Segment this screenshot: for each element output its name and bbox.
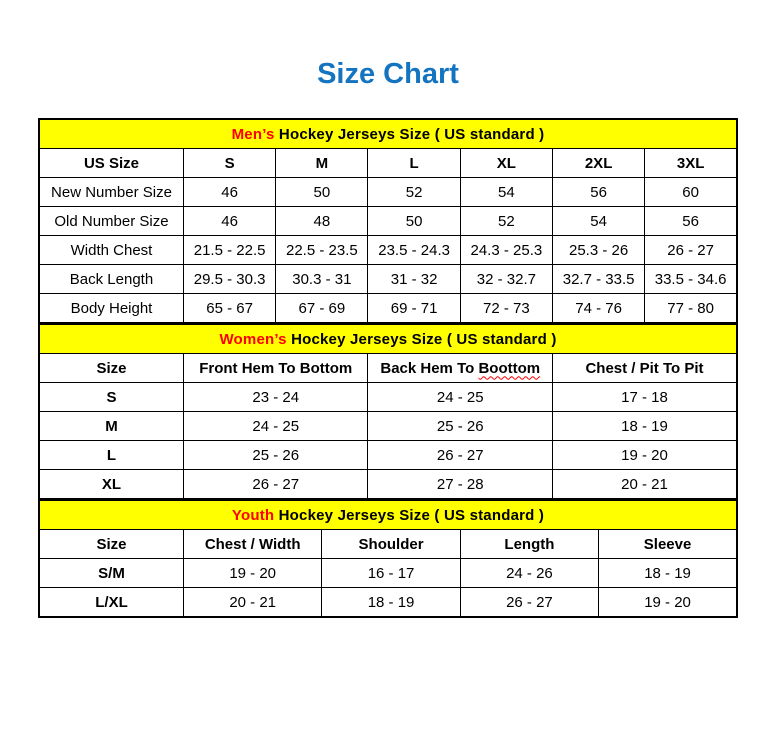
womens-column-header-text: Back Hem To: [380, 359, 479, 377]
table-cell: 72 - 73: [460, 294, 552, 324]
mens-column-header: 3XL: [645, 149, 737, 178]
row-label: Width Chest: [39, 236, 183, 265]
table-cell: 19 - 20: [552, 441, 737, 470]
table-cell: 50: [368, 207, 460, 236]
table-cell: 26 - 27: [368, 441, 553, 470]
womens-column-header: Size: [39, 354, 183, 383]
table-cell: 52: [368, 178, 460, 207]
mens-column-header: L: [368, 149, 460, 178]
table-cell: 31 - 32: [368, 265, 460, 294]
table-cell: 26 - 27: [460, 588, 598, 618]
table-cell: 23.5 - 24.3: [368, 236, 460, 265]
mens-column-header: S: [183, 149, 275, 178]
youth-section-title-text: Hockey Jerseys Size ( US standard ): [274, 506, 545, 524]
table-cell: 33.5 - 34.6: [645, 265, 737, 294]
youth-column-header: Size: [39, 530, 183, 559]
mens-size-table: [38, 118, 738, 324]
youth-section-band-row: [39, 500, 737, 530]
table-cell: 67 - 69: [276, 294, 368, 324]
size-tables-container: [38, 118, 738, 618]
youth-column-header: Shoulder: [322, 530, 460, 559]
table-cell: 54: [552, 207, 644, 236]
table-cell: 27 - 28: [368, 470, 553, 500]
page-title: Size Chart: [317, 58, 459, 90]
table-cell: 24 - 25: [183, 412, 368, 441]
womens-header-row: [39, 354, 737, 383]
table-cell: 19 - 20: [599, 588, 737, 618]
table-row: [39, 178, 737, 207]
table-cell: 77 - 80: [645, 294, 737, 324]
row-label: L: [39, 441, 183, 470]
womens-section-title: [39, 324, 737, 354]
youth-column-header: Length: [460, 530, 598, 559]
table-row: [39, 441, 737, 470]
table-cell: 46: [183, 207, 275, 236]
table-cell: 17 - 18: [552, 383, 737, 412]
womens-column-header: Front Hem To Bottom: [183, 354, 368, 383]
table-cell: 16 - 17: [322, 559, 460, 588]
table-cell: 32.7 - 33.5: [552, 265, 644, 294]
table-cell: 65 - 67: [183, 294, 275, 324]
size-chart-page: [0, 58, 776, 750]
table-cell: 25 - 26: [368, 412, 553, 441]
table-cell: 18 - 19: [599, 559, 737, 588]
row-label: XL: [39, 470, 183, 500]
table-cell: 20 - 21: [183, 588, 321, 618]
table-cell: 56: [645, 207, 737, 236]
table-row: [39, 236, 737, 265]
womens-section-title-highlight: Women’s: [219, 330, 287, 348]
youth-section-title-highlight: Youth: [231, 506, 275, 524]
womens-section-band-row: [39, 324, 737, 354]
youth-header-row: [39, 530, 737, 559]
table-cell: 24 - 26: [460, 559, 598, 588]
table-cell: 24 - 25: [368, 383, 553, 412]
row-label: S: [39, 383, 183, 412]
row-label: Old Number Size: [39, 207, 183, 236]
mens-column-header: 2XL: [552, 149, 644, 178]
womens-size-table: [38, 323, 738, 500]
row-label: Back Length: [39, 265, 183, 294]
table-cell: 26 - 27: [183, 470, 368, 500]
row-label: L/XL: [39, 588, 183, 618]
table-row: [39, 470, 737, 500]
table-cell: 18 - 19: [322, 588, 460, 618]
mens-section-title: [39, 119, 737, 149]
table-row: [39, 294, 737, 324]
table-cell: 29.5 - 30.3: [183, 265, 275, 294]
table-cell: 69 - 71: [368, 294, 460, 324]
table-cell: 60: [645, 178, 737, 207]
table-cell: 52: [460, 207, 552, 236]
table-cell: 25 - 26: [183, 441, 368, 470]
youth-column-header: Chest / Width: [183, 530, 321, 559]
mens-section-title-text: Hockey Jerseys Size ( US standard ): [274, 125, 545, 143]
womens-section-title-text: Hockey Jerseys Size ( US standard ): [286, 330, 557, 348]
table-row: [39, 207, 737, 236]
misspelled-word: Boottom: [478, 359, 541, 377]
womens-column-header: Chest / Pit To Pit: [552, 354, 737, 383]
table-cell: 24.3 - 25.3: [460, 236, 552, 265]
table-row: [39, 412, 737, 441]
mens-column-header: XL: [460, 149, 552, 178]
table-cell: 21.5 - 22.5: [183, 236, 275, 265]
youth-size-table: [38, 499, 738, 618]
table-cell: 48: [276, 207, 368, 236]
table-cell: 54: [460, 178, 552, 207]
row-label: M: [39, 412, 183, 441]
table-row: [39, 265, 737, 294]
table-cell: 20 - 21: [552, 470, 737, 500]
table-cell: 30.3 - 31: [276, 265, 368, 294]
row-label: Body Height: [39, 294, 183, 324]
row-label: S/M: [39, 559, 183, 588]
table-row: [39, 383, 737, 412]
table-row: [39, 588, 737, 618]
table-cell: 32 - 32.7: [460, 265, 552, 294]
row-label: New Number Size: [39, 178, 183, 207]
mens-column-header: US Size: [39, 149, 183, 178]
table-cell: 23 - 24: [183, 383, 368, 412]
table-cell: 46: [183, 178, 275, 207]
table-cell: 22.5 - 23.5: [276, 236, 368, 265]
youth-column-header: Sleeve: [599, 530, 737, 559]
mens-section-title-highlight: Men’s: [231, 125, 275, 143]
mens-header-row: [39, 149, 737, 178]
mens-section-band-row: [39, 119, 737, 149]
table-cell: 25.3 - 26: [552, 236, 644, 265]
table-cell: 74 - 76: [552, 294, 644, 324]
table-row: [39, 559, 737, 588]
table-cell: 26 - 27: [645, 236, 737, 265]
mens-column-header: M: [276, 149, 368, 178]
youth-section-title: [39, 500, 737, 530]
womens-column-header: [368, 354, 553, 383]
table-cell: 50: [276, 178, 368, 207]
table-cell: 18 - 19: [552, 412, 737, 441]
table-cell: 56: [552, 178, 644, 207]
table-cell: 19 - 20: [183, 559, 321, 588]
